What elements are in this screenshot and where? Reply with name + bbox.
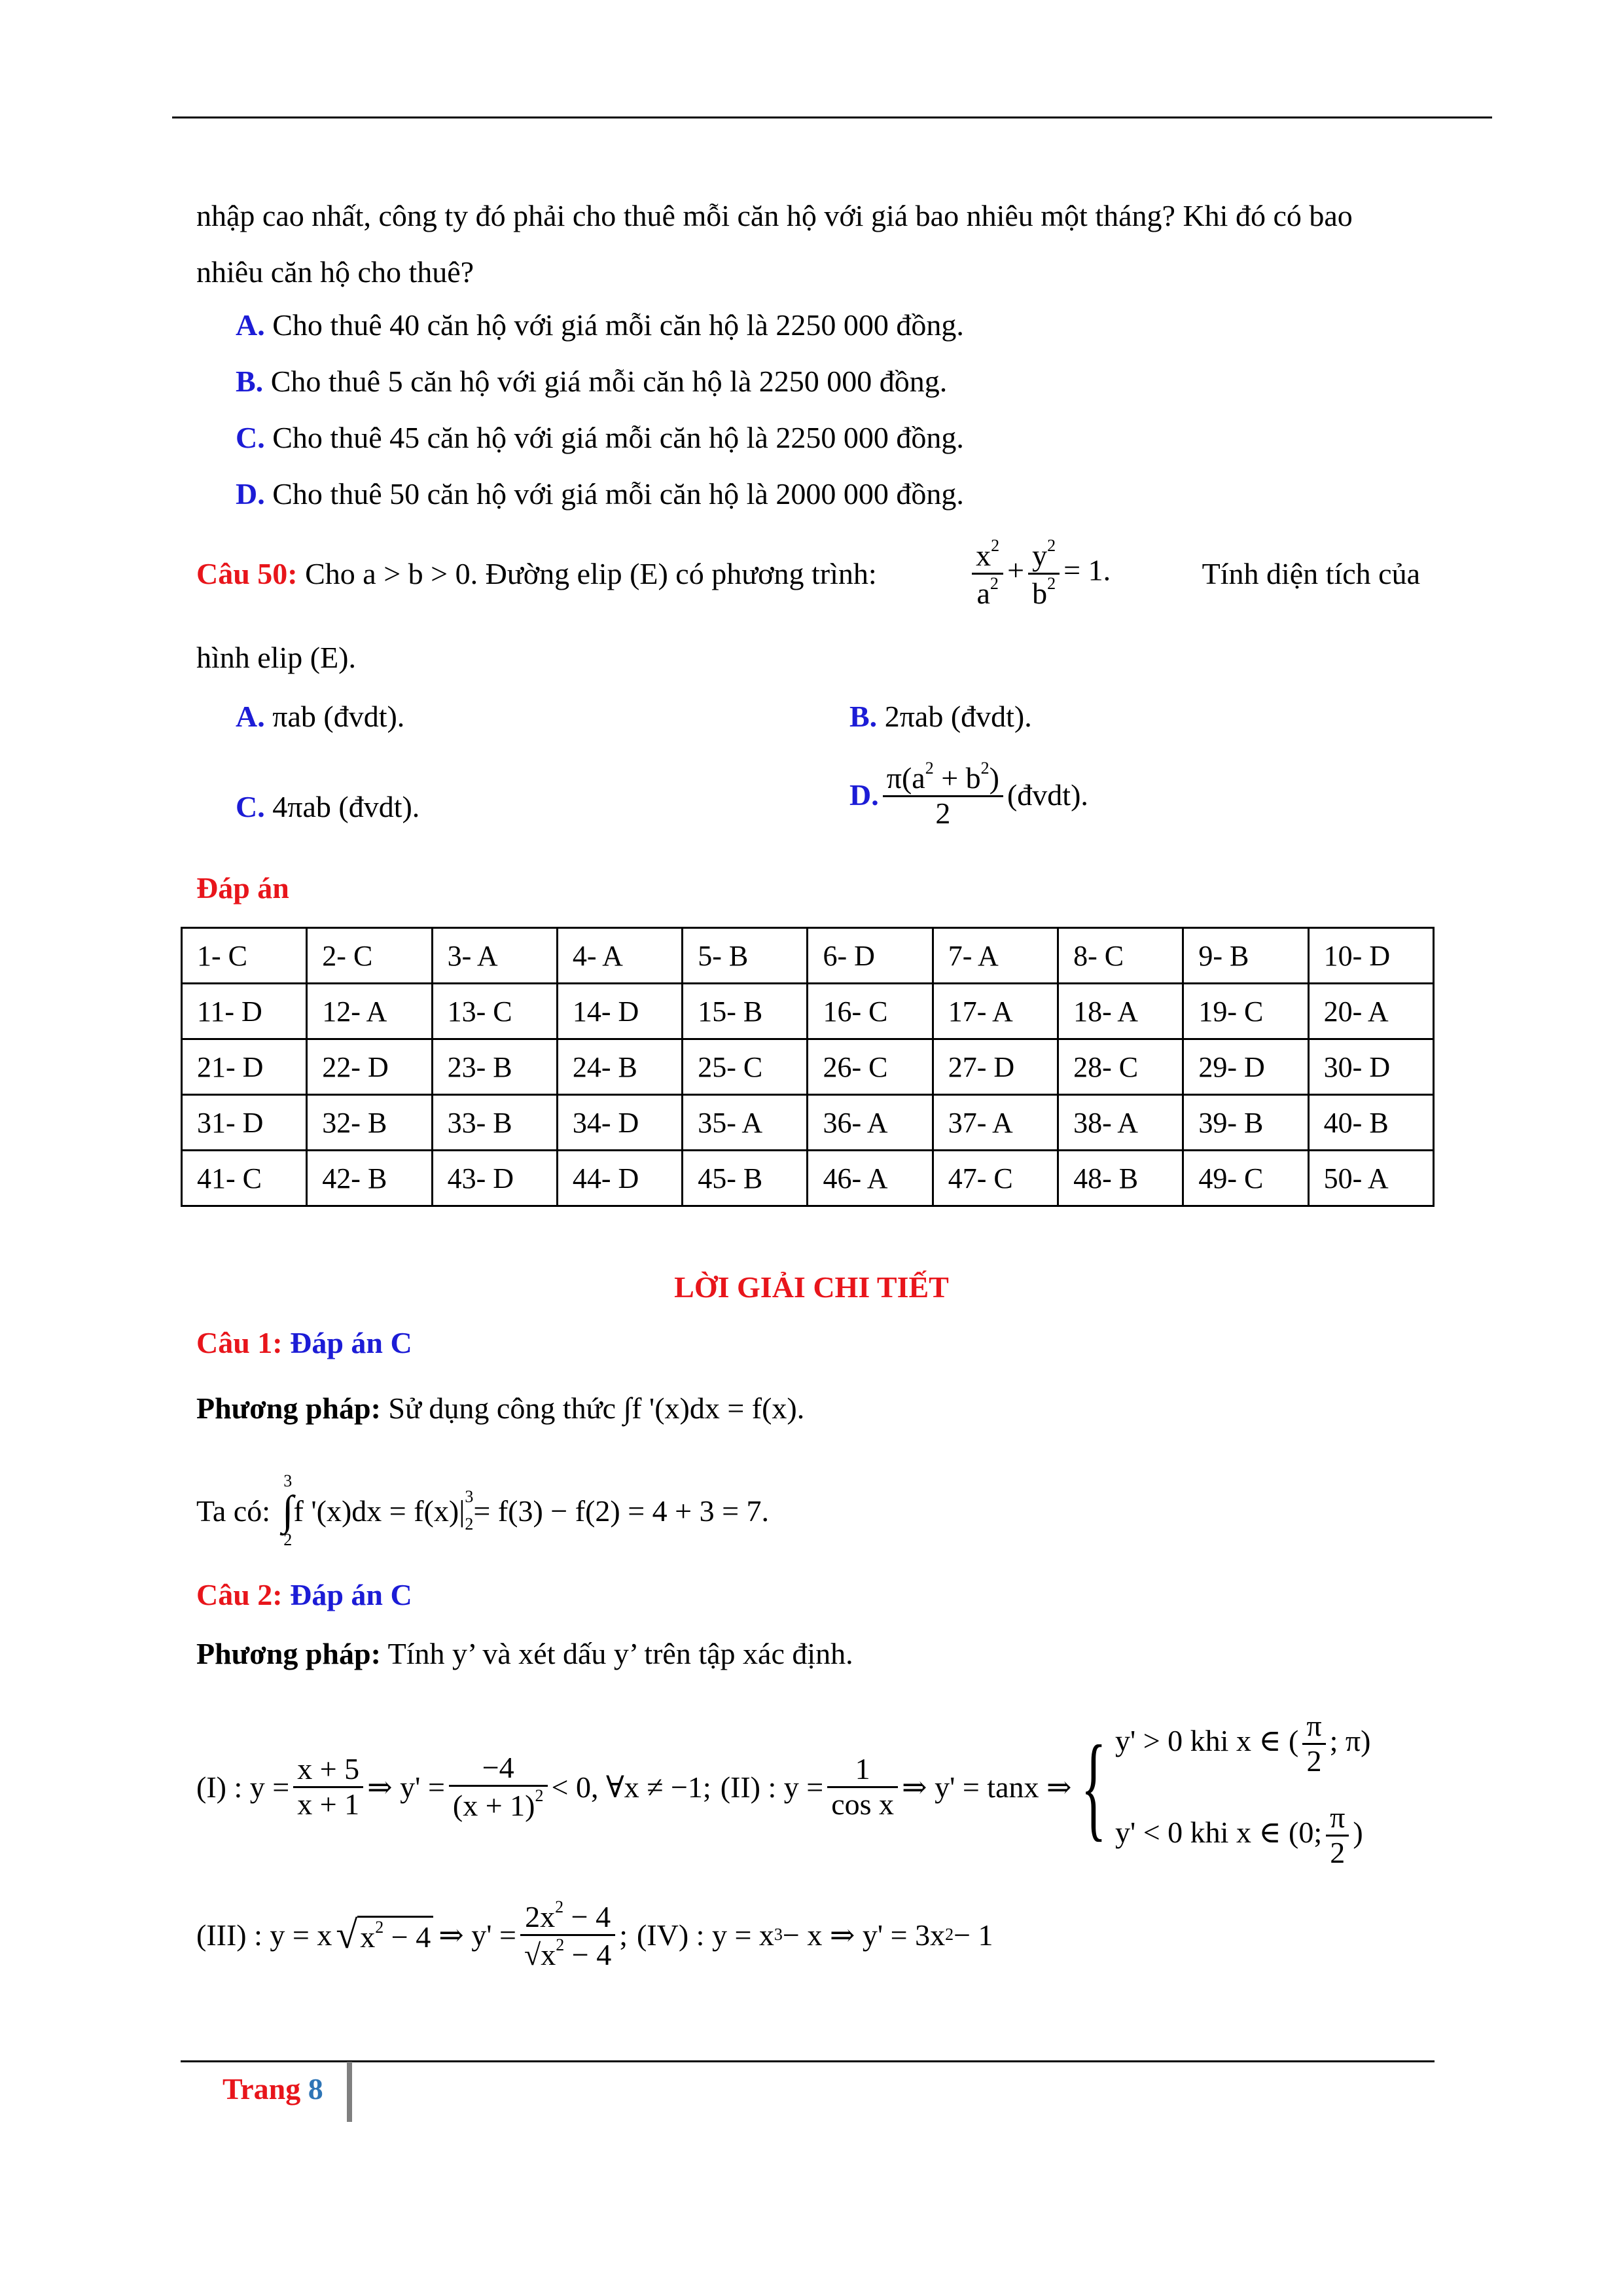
answer-cell: 30- D <box>1308 1039 1433 1095</box>
answer-cell: 26- C <box>808 1039 933 1095</box>
answer-cell: 45- B <box>683 1151 808 1206</box>
q50-option-c: C. 4πab (đvdt). <box>236 790 420 823</box>
answer-cell: 49- C <box>1183 1151 1308 1206</box>
answer-cell: 32- B <box>307 1095 432 1151</box>
answer-cell: 12- A <box>307 984 432 1039</box>
ellipse-equation: $\frac{x^2}{a^2}$ + $\frac{y^2}{b^2}$ = 1. <box>968 537 1111 610</box>
footer-rule <box>181 2060 1435 2062</box>
answer-cell: 10- D <box>1308 928 1433 984</box>
answer-cell: 5- B <box>683 928 808 984</box>
page-footer: Trang 8 <box>223 2072 323 2106</box>
q50-text-c: hình elip (E). <box>196 641 356 674</box>
answer-cell: 41- C <box>182 1151 307 1206</box>
q50-option-b: B. 2πab (đvdt). <box>849 700 1032 733</box>
option-label: D. <box>236 477 265 511</box>
solutions-title: LỜI GIẢI CHI TIẾT <box>674 1270 949 1304</box>
answer-row <box>182 928 1434 984</box>
option-d-fraction: $\frac{\pi(a^2 + b^2)}{2}$ <box>883 759 1003 830</box>
answer-cell: 27- D <box>933 1039 1058 1095</box>
system-brace: { <box>1080 1721 1107 1852</box>
answer-cell: 25- C <box>683 1039 808 1095</box>
answer-cell: 8- C <box>1058 928 1183 984</box>
answer-cell: 34- D <box>557 1095 682 1151</box>
answer-cell: 40- B <box>1308 1095 1433 1151</box>
option-label: A. <box>236 308 265 342</box>
answer-cell: 21- D <box>182 1039 307 1095</box>
answer-cell: 35- A <box>683 1095 808 1151</box>
answer-cell: 28- C <box>1058 1039 1183 1095</box>
answer-cell: 31- D <box>182 1095 307 1151</box>
answer-row <box>182 1039 1434 1095</box>
answer-cell: 46- A <box>808 1151 933 1206</box>
answer-cell: 17- A <box>933 984 1058 1039</box>
q49-option-a <box>236 308 964 342</box>
answer-cell: 15- B <box>683 984 808 1039</box>
answer-cell: 38- A <box>1058 1095 1183 1151</box>
s1-method: Phương pháp: Sử dụng công thức ∫f '(x)dx = f(x). <box>196 1391 805 1425</box>
answer-cell: 3- A <box>432 928 557 984</box>
answer-cell: 4- A <box>557 928 682 984</box>
answer-cell: 33- B <box>432 1095 557 1151</box>
option-text: Cho thuê 5 căn hộ với giá mỗi căn hộ là 2250 000 đồng. <box>270 365 948 398</box>
s1-calculation: Ta có: 3 ∫ 2 f '(x)dx = f(x)| 3 2 = f(3) − f(2) = 4 + 3 = 7. <box>196 1471 770 1549</box>
q50-text-a: Cho a > b > 0. Đường elip (E) có phương trình: <box>305 556 877 590</box>
answer-cell: 48- B <box>1058 1151 1183 1206</box>
answer-cell: 44- D <box>557 1151 682 1206</box>
q49-option-b <box>236 364 947 399</box>
footer-bar <box>347 2062 352 2122</box>
answers-heading: Đáp án <box>196 871 289 905</box>
s2-formula-line-2: (III) : y = x √ $x^2 - 4$ ⇒ y' = $\frac{2x^2 - 4}{√x^2 - 4}$ ; (IV) : y = x 3 − x ⇒ y' = 3x 2 − 1 <box>196 1897 993 1971</box>
answer-cell: 7- A <box>933 928 1058 984</box>
answer-row <box>182 1095 1434 1151</box>
option-text: Cho thuê 50 căn hộ với giá mỗi căn hộ là 2000 000 đồng. <box>272 477 964 511</box>
answer-table <box>181 927 1435 1207</box>
answer-cell: 47- C <box>933 1151 1058 1206</box>
answer-cell: 16- C <box>808 984 933 1039</box>
answer-cell: 13- C <box>432 984 557 1039</box>
answer-cell: 50- A <box>1308 1151 1433 1206</box>
sign-cases: y' > 0 khi x ∈ ( $\frac{\pi}{2}$ ; π) y' < 0 khi x ∈ (0; $\frac{\pi}{2}$ ) <box>1115 1709 1371 1869</box>
option-text: Cho thuê 45 căn hộ với giá mỗi căn hộ là 2250 000 đồng. <box>272 421 964 454</box>
answer-cell: 22- D <box>307 1039 432 1095</box>
answer-row <box>182 1151 1434 1206</box>
s2-heading: Câu 2: Đáp án C <box>196 1578 412 1611</box>
q49-option-d <box>236 476 964 511</box>
answer-cell: 9- B <box>1183 928 1308 984</box>
answer-cell: 37- A <box>933 1095 1058 1151</box>
q50-statement <box>196 537 1420 610</box>
answer-cell: 1- C <box>182 928 307 984</box>
s1-heading: Câu 1: Đáp án C <box>196 1326 412 1359</box>
answer-cell: 2- C <box>307 928 432 984</box>
answer-cell: 6- D <box>808 928 933 984</box>
answer-cell: 36- A <box>808 1095 933 1151</box>
q49-tail: nhập cao nhất, công ty đó phải cho thuê mỗi căn hộ với giá bao nhiêu một tháng? Khi đó có bao nhiêu căn hộ cho thuê? <box>196 199 1353 289</box>
option-text: Cho thuê 40 căn hộ với giá mỗi căn hộ là 2250 000 đồng. <box>272 308 964 342</box>
answer-cell: 29- D <box>1183 1039 1308 1095</box>
header-rule <box>172 117 1492 118</box>
answer-cell: 11- D <box>182 984 307 1039</box>
answer-cell: 20- A <box>1308 984 1433 1039</box>
answer-cell: 18- A <box>1058 984 1183 1039</box>
q50-text-b: Tính diện tích của <box>1202 556 1420 590</box>
q50-option-a: A. πab (đvdt). <box>236 700 405 733</box>
answer-cell: 39- B <box>1183 1095 1308 1151</box>
answer-cell: 23- B <box>432 1039 557 1095</box>
answer-cell: 24- B <box>557 1039 682 1095</box>
q50-label: Câu 50: <box>196 556 298 590</box>
q50-option-d: D. $\frac{\pi(a^2 + b^2)}{2}$ (đvdt). <box>849 759 1088 830</box>
s2-method: Phương pháp: Tính y’ và xét dấu y’ trên tập xác định. <box>196 1637 853 1670</box>
answer-row <box>182 984 1434 1039</box>
option-label: C. <box>236 421 265 454</box>
option-label: B. <box>236 365 264 398</box>
answer-cell: 14- D <box>557 984 682 1039</box>
answer-cell: 42- B <box>307 1151 432 1206</box>
answer-cell: 43- D <box>432 1151 557 1206</box>
answer-cell: 19- C <box>1183 984 1308 1039</box>
q49-option-c <box>236 420 964 455</box>
s2-formula-line-1: (I) : y = $\frac{x + 5}{x + 1}$ ⇒ y' = $\frac{-4}{(x + 1)^2}$ < 0, ∀x ≠ −1; (II) : y = $\frac{1}{\text{cos x}}$ ⇒ y' = tanx ⇒ { y' > 0 khi x ∈ ( $\frac{\pi}{2}$ ; π) y' < 0 khi x ∈ (0; $\frac{\pi}{2}$ ) <box>196 1695 1370 1878</box>
